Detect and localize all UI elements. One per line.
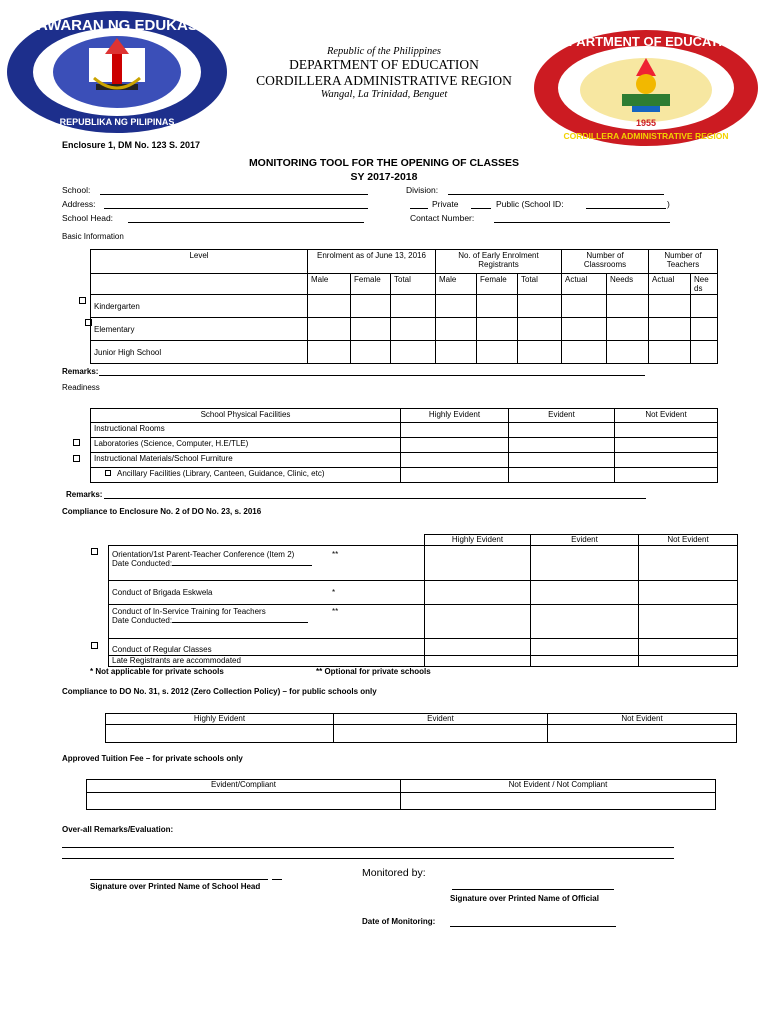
basic-remarks-line[interactable] [99,375,645,376]
basic-info-table [90,249,718,364]
table-cell[interactable] [691,341,718,364]
basic-info-heading: Basic Information [62,232,124,241]
table-cell[interactable] [425,639,531,656]
private-checkline[interactable] [410,208,428,209]
division-input-line[interactable] [448,194,664,195]
basic-remarks-label: Remarks: [62,367,99,376]
row-label: Laboratories (Science, Computer, H.E/TLE) [91,438,401,453]
table-cell[interactable] [548,725,737,743]
table-cell[interactable] [401,793,716,810]
compliance-item: Late Registrants are accommodated [109,656,425,667]
row-label: Junior High School [91,341,308,364]
table-cell[interactable] [351,295,391,318]
table-row [91,423,718,438]
not-evident-header: Not Evident [548,714,737,725]
department-text: DEPARTMENT OF EDUCATION [289,57,479,72]
row-label: Elementary [91,318,308,341]
not-evident-header: Not Evident [615,409,718,423]
materials-checkbox[interactable] [73,455,80,462]
compliance-item: Conduct of Regular Classes [109,639,425,656]
subheader: Needs [607,274,649,295]
compliance-item [109,605,425,639]
deped-seal-logo [4,8,230,136]
table-cell[interactable] [401,438,509,453]
table-row [87,793,716,810]
item-mark: ** [332,550,339,559]
school-head-label: School Head: [62,213,114,223]
readiness-heading: Readiness [62,383,100,392]
table-cell[interactable] [509,468,615,483]
table-cell[interactable] [639,581,738,605]
school-id-close: ) [667,199,670,209]
elementary-checkbox[interactable] [85,319,92,326]
compliance2-heading: Compliance to Enclosure No. 2 of DO No. 23, s. 2016 [62,507,262,516]
compliance-item [109,581,425,605]
table-cell[interactable] [691,318,718,341]
table-cell[interactable] [425,546,531,581]
right-seal-bottom-text: CORDILLERA ADMINISTRATIVE REGION [563,131,729,141]
level-header: Level [91,250,308,274]
school-field [62,185,90,195]
table-cell[interactable] [401,468,509,483]
row-label: Instructional Rooms [91,423,401,438]
page-title: MONITORING TOOL FOR THE OPENING OF CLASSES [248,157,520,169]
enrolment-header: Enrolment as of June 13, 2016 [308,250,436,274]
table-cell[interactable] [436,341,477,364]
evident-header: Evident [509,409,615,423]
right-seal-top-text: DEPARTMENT OF EDUCATION [550,34,742,49]
row-label: Kindergarten [91,295,308,318]
row-label: Instructional Materials/School Furniture [91,453,401,468]
subheader: Actual [562,274,607,295]
table-cell[interactable] [391,341,436,364]
item-sub: Date Conducted: [112,616,173,625]
table-cell[interactable] [615,438,718,453]
item-label: Conduct of In-Service Training for Teachers [112,607,266,616]
table-cell[interactable] [425,656,531,667]
monitored-by-label: Monitored by: [362,867,426,879]
contact-number-label: Contact Number: [410,213,475,223]
table-cell[interactable] [436,295,477,318]
table-cell[interactable] [531,656,639,667]
table-row [109,605,738,639]
evident-compliant-header: Evident/Compliant [87,780,401,793]
table-cell[interactable] [351,318,391,341]
table-cell[interactable] [607,341,649,364]
table-cell[interactable] [509,438,615,453]
table-row [91,438,718,453]
table-cell[interactable] [639,639,738,656]
table-cell[interactable] [562,295,607,318]
evident-header: Evident [531,535,639,546]
table-cell[interactable] [615,453,718,468]
ancillary-checkbox[interactable] [105,470,111,476]
date-of-monitoring-label: Date of Monitoring: [362,917,436,926]
item-label: Conduct of Brigada Eskwela [112,588,213,597]
table-cell[interactable] [607,295,649,318]
classrooms-header: Number of Classrooms [562,250,649,274]
table-cell[interactable] [615,468,718,483]
subheader: Male [436,274,477,295]
subheader: Total [518,274,562,295]
table-cell[interactable] [531,639,639,656]
table-cell[interactable] [615,423,718,438]
table-row [109,656,738,667]
overall-remarks-line[interactable] [62,858,674,859]
not-evident-compliant-header: Not Evident / Not Compliant [401,780,716,793]
item-mark: ** [332,607,339,616]
compliance31-table [105,713,737,743]
highly-evident-header: Highly Evident [401,409,509,423]
table-cell[interactable] [518,295,562,318]
regular-classes-checkbox[interactable] [91,642,98,649]
table-cell[interactable] [391,295,436,318]
table-row [91,468,718,483]
table-row [91,318,718,341]
item-sub: Date Conducted: [112,559,173,568]
note-not-applicable: * Not applicable for private schools [90,667,224,676]
table-cell[interactable] [425,605,531,639]
table-cell[interactable] [308,318,351,341]
early-enrolment-header: No. of Early Enrolment Registrants [436,250,562,274]
republic-text: Republic of the Philippines [326,46,442,57]
subheader: Total [391,274,436,295]
table-cell[interactable] [308,341,351,364]
subheader: Female [477,274,518,295]
note-optional: ** Optional for private schools [316,667,431,676]
overall-heading: Over-all Remarks/Evaluation: [62,825,174,834]
table-cell[interactable] [531,546,639,581]
division-label: Division: [406,185,439,195]
left-seal-top-text: KAGAWARAN NG EDUKASYON [4,17,230,34]
table-cell[interactable] [649,341,691,364]
table-cell[interactable] [436,318,477,341]
table-cell[interactable] [308,295,351,318]
region-text: CORDILLERA ADMINISTRATIVE REGION [256,73,512,88]
highly-evident-header: Highly Evident [425,535,531,546]
subheader: Female [351,274,391,295]
teachers-header: Number of Teachers [649,250,718,274]
compliance-item [109,546,425,581]
table-row [106,725,737,743]
left-seal-bottom-text: REPUBLIKA NG PILIPINAS [59,117,175,127]
date-conducted-line[interactable] [172,622,308,623]
school-head-input-line[interactable] [128,222,364,223]
subheader: Actual [649,274,691,295]
enclosure-text: Enclosure 1, DM No. 123 S. 2017 [62,140,201,150]
public-checkline[interactable] [471,208,491,209]
table-cell[interactable] [607,318,649,341]
table-cell[interactable] [562,318,607,341]
item-mark: * [332,588,336,597]
table-cell[interactable] [518,318,562,341]
table-row [109,581,738,605]
table-cell[interactable] [477,318,518,341]
compliance31-heading: Compliance to DO No. 31, s. 2012 (Zero Collection Policy) – for public schools only [62,687,377,696]
table-cell[interactable] [477,341,518,364]
row-label [91,468,401,483]
readiness-table [90,408,718,483]
private-label: Private [432,199,459,209]
date-of-monitoring-line[interactable] [450,926,616,927]
address-label: Address: [62,199,96,209]
table-cell[interactable] [334,725,548,743]
school-head-signature-label: Signature over Printed Name of School Head [90,882,261,891]
facilities-header: School Physical Facilities [91,409,401,423]
public-label: Public (School ID: [496,199,564,209]
level-sub-empty [91,274,308,295]
school-head-signature-line[interactable] [90,879,268,880]
table-row [91,453,718,468]
school-input-line[interactable] [100,194,368,195]
table-cell[interactable] [649,318,691,341]
not-evident-header: Not Evident [639,535,738,546]
table-cell[interactable] [509,453,615,468]
compliance2-header-empty [109,535,425,546]
official-signature-label: Signature over Printed Name of Official [450,894,599,903]
table-row [91,295,718,318]
table-cell[interactable] [425,581,531,605]
overall-remarks-line[interactable] [62,847,674,848]
table-cell[interactable] [649,295,691,318]
table-cell[interactable] [691,295,718,318]
subheader: Nee ds [691,274,718,295]
official-signature-line[interactable] [452,889,614,890]
table-cell[interactable] [477,295,518,318]
compliance2-table [108,534,738,667]
table-cell[interactable] [639,656,738,667]
table-cell[interactable] [351,341,391,364]
table-cell[interactable] [531,581,639,605]
orientation-checkbox[interactable] [91,548,98,555]
table-cell[interactable] [562,341,607,364]
readiness-remarks-label: Remarks: [66,490,103,499]
readiness-remarks-line[interactable] [104,498,646,499]
table-cell[interactable] [639,546,738,581]
table-row [109,546,738,581]
table-cell[interactable] [391,318,436,341]
table-cell[interactable] [106,725,334,743]
letterhead [250,46,518,100]
contact-number-input-line[interactable] [494,222,670,223]
car-region-seal-logo [532,28,760,148]
table-cell[interactable] [531,605,639,639]
school-head-signature-line-end[interactable] [272,879,282,880]
table-cell[interactable] [87,793,401,810]
evident-header: Evident [334,714,548,725]
table-row [91,341,718,364]
date-conducted-line[interactable] [172,565,312,566]
table-cell[interactable] [401,423,509,438]
address-input-line[interactable] [104,208,368,209]
tuition-heading: Approved Tuition Fee – for private schools only [62,754,243,763]
address-text: Wangal, La Trinidad, Benguet [320,89,448,100]
subheader: Male [308,274,351,295]
table-cell[interactable] [639,605,738,639]
table-cell[interactable] [509,423,615,438]
table-cell[interactable] [518,341,562,364]
tuition-table [86,779,716,810]
school-label: School: [62,185,91,195]
highly-evident-header: Highly Evident [106,714,334,725]
kindergarten-checkbox[interactable] [79,297,86,304]
item-label: Orientation/1st Parent-Teacher Conference (Item 2) [112,550,295,559]
right-seal-year: 1955 [635,118,657,128]
table-cell[interactable] [401,453,509,468]
ancillary-label: Ancillary Facilities (Library, Canteen, Guidance, Clinic, etc) [117,469,325,478]
laboratories-checkbox[interactable] [73,439,80,446]
school-id-input-line[interactable] [586,208,666,209]
school-year: SY 2017-2018 [350,171,418,183]
table-row [109,639,738,656]
